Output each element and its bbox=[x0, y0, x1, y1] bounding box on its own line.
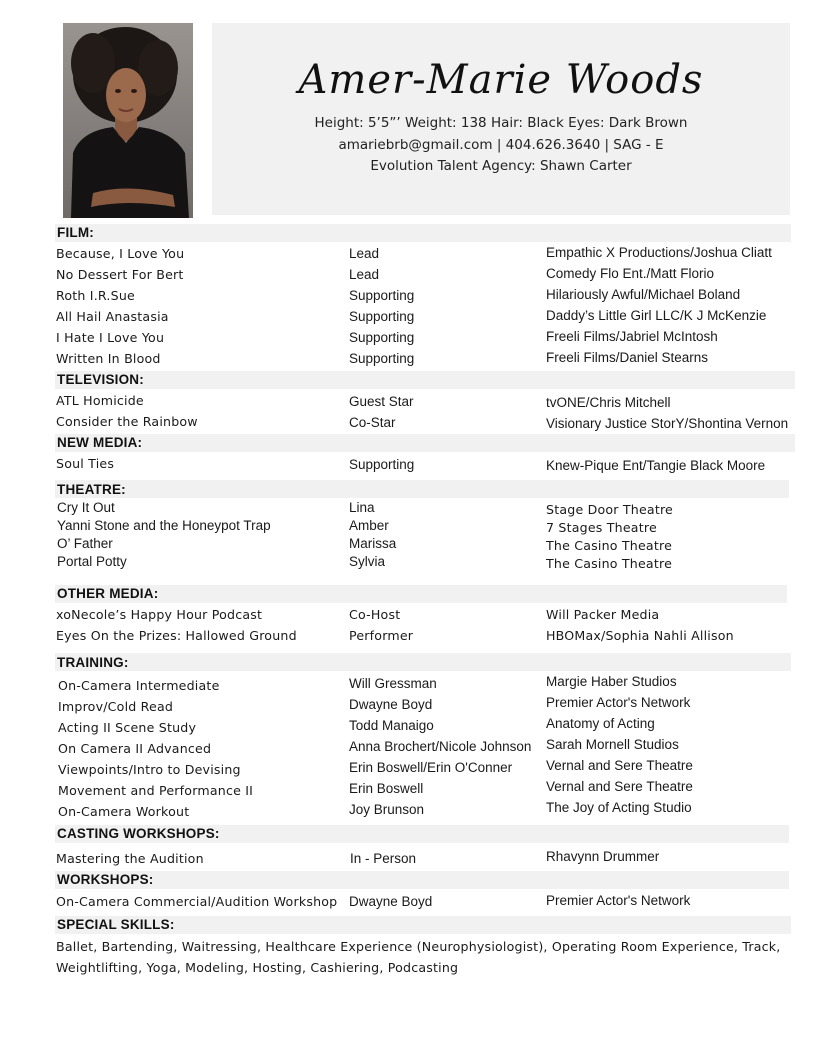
studio: Anatomy of Acting bbox=[546, 716, 655, 731]
studio: Margie Haber Studios bbox=[546, 674, 677, 689]
role: Guest Star bbox=[349, 394, 414, 409]
studio: Sarah Mornell Studios bbox=[546, 737, 679, 752]
workshop: Mastering the Audition bbox=[56, 851, 204, 866]
instructor: Dwayne Boyd bbox=[349, 894, 433, 909]
company: HBOMax/Sophia Nahli Allison bbox=[546, 628, 734, 643]
role: Co-Host bbox=[349, 607, 401, 622]
theatre-section-band bbox=[55, 480, 789, 498]
role: Supporting bbox=[349, 309, 415, 324]
project-title: O’ Father bbox=[57, 536, 113, 551]
new-media-section-band bbox=[55, 434, 795, 452]
company: Visionary Justice StorY/Shontina Vernon bbox=[546, 416, 789, 431]
agency-info: Evolution Talent Agency: Shawn Carter bbox=[370, 158, 632, 174]
course: On-Camera Intermediate bbox=[58, 678, 220, 693]
theatre-section-title: THEATRE: bbox=[57, 482, 126, 497]
instructor: Erin Boswell/Erin O'Conner bbox=[349, 760, 513, 775]
special-skills-text: Ballet, Bartending, Waitressing, Healthcare Experience (Neurophysiologist), Operating Room Experience, Track, Weightlifting, Yoga, Modeling, Hosting, Cashiering, Podcasting bbox=[56, 939, 781, 975]
company: tvONE/Chris Mitchell bbox=[546, 395, 671, 410]
company: Freeli Films/Daniel Stearns bbox=[546, 350, 709, 365]
project-title: Soul Ties bbox=[56, 456, 115, 471]
project-title: Roth I.R.Sue bbox=[56, 288, 135, 303]
company: Knew-Pique Ent/Tangie Black Moore bbox=[546, 458, 766, 473]
physical-stats: Height: 5’5”’ Weight: 138 Hair: Black Eyes: Dark Brown bbox=[314, 115, 688, 131]
new-media-section-title: NEW MEDIA: bbox=[57, 435, 143, 450]
company: Empathic X Productions/Joshua Cliatt bbox=[546, 245, 772, 260]
role: Supporting bbox=[349, 330, 415, 345]
workshops-section-band bbox=[55, 871, 789, 889]
project-title: All Hail Anastasia bbox=[56, 309, 169, 324]
project-title: Because, I Love You bbox=[56, 246, 185, 261]
studio: Vernal and Sere Theatre bbox=[546, 779, 693, 794]
project-title: xoNecole’s Happy Hour Podcast bbox=[56, 607, 263, 622]
director: Rhavynn Drummer bbox=[546, 849, 660, 864]
company: Freeli Films/Jabriel McIntosh bbox=[546, 329, 718, 344]
company: Stage Door Theatre bbox=[546, 502, 674, 517]
studio: Vernal and Sere Theatre bbox=[546, 758, 693, 773]
contact-info: amariebrb@gmail.com | 404.626.3640 | SAG - E bbox=[338, 136, 664, 153]
role: Lead bbox=[349, 267, 380, 282]
instructor: Todd Manaigo bbox=[349, 718, 434, 733]
project-title: Cry It Out bbox=[57, 500, 115, 515]
company: The Casino Theatre bbox=[546, 538, 673, 553]
project-title: Eyes On the Prizes: Hallowed Ground bbox=[56, 628, 297, 643]
role: Sylvia bbox=[349, 554, 386, 569]
course: Acting II Scene Study bbox=[58, 720, 197, 735]
workshop: On-Camera Commercial/Audition Workshop bbox=[56, 894, 338, 909]
company: 7 Stages Theatre bbox=[546, 520, 657, 535]
role: Lina bbox=[349, 500, 375, 515]
instructor: Dwayne Boyd bbox=[349, 697, 433, 712]
header-panel bbox=[212, 23, 790, 215]
company: Daddy’s Little Girl LLC/K J McKenzie bbox=[546, 308, 767, 323]
project-title: I Hate I Love You bbox=[56, 330, 165, 345]
company: Will Packer Media bbox=[546, 607, 660, 622]
role: Performer bbox=[349, 628, 414, 643]
television-section-band bbox=[55, 371, 795, 389]
other-media-section-title: OTHER MEDIA: bbox=[57, 586, 159, 601]
training-section-title: TRAINING: bbox=[57, 655, 129, 670]
actor-name: Amer-Marie Woods bbox=[298, 57, 704, 103]
company: The Casino Theatre bbox=[546, 556, 673, 571]
instructor: Erin Boswell bbox=[349, 781, 424, 796]
project-title: ATL Homicide bbox=[56, 393, 144, 408]
role: Lead bbox=[349, 246, 380, 261]
project-title: Written In Blood bbox=[56, 351, 161, 366]
project-title: Yanni Stone and the Honeypot Trap bbox=[57, 518, 271, 533]
course: On Camera II Advanced bbox=[58, 741, 212, 756]
film-section-band bbox=[55, 224, 791, 242]
role: Marissa bbox=[349, 536, 397, 551]
role: Amber bbox=[349, 518, 389, 533]
course: Movement and Performance II bbox=[58, 783, 254, 798]
company: Hilariously Awful/Michael Boland bbox=[546, 287, 741, 302]
instructor: Will Gressman bbox=[349, 676, 437, 691]
training-section-band bbox=[55, 653, 791, 671]
television-section-title: TELEVISION: bbox=[57, 372, 144, 387]
instructor: Anna Brochert/Nicole Johnson bbox=[349, 739, 532, 754]
project-title: Portal Potty bbox=[57, 554, 127, 569]
studio: The Joy of Acting Studio bbox=[546, 800, 692, 815]
role: Supporting bbox=[349, 457, 415, 472]
film-section-title: FILM: bbox=[57, 225, 94, 240]
special-skills-section-title: SPECIAL SKILLS: bbox=[57, 917, 175, 932]
role: Co-Star bbox=[349, 415, 396, 430]
course: Improv/Cold Read bbox=[58, 699, 174, 714]
headshot-photo bbox=[63, 23, 193, 218]
format: In - Person bbox=[350, 851, 417, 866]
studio: Premier Actor's Network bbox=[546, 695, 691, 710]
course: Viewpoints/Intro to Devising bbox=[58, 762, 241, 777]
other-media-section-band bbox=[55, 585, 787, 603]
workshops-section-title: WORKSHOPS: bbox=[57, 872, 154, 887]
role: Supporting bbox=[349, 351, 415, 366]
course: On-Camera Workout bbox=[58, 804, 190, 819]
company: Comedy Flo Ent./Matt Florio bbox=[546, 266, 715, 281]
instructor: Joy Brunson bbox=[349, 802, 425, 817]
project-title: No Dessert For Bert bbox=[56, 267, 184, 282]
casting-workshops-section-title: CASTING WORKSHOPS: bbox=[57, 826, 220, 841]
organization: Premier Actor's Network bbox=[546, 893, 691, 908]
project-title: Consider the Rainbow bbox=[56, 414, 198, 429]
role: Supporting bbox=[349, 288, 415, 303]
